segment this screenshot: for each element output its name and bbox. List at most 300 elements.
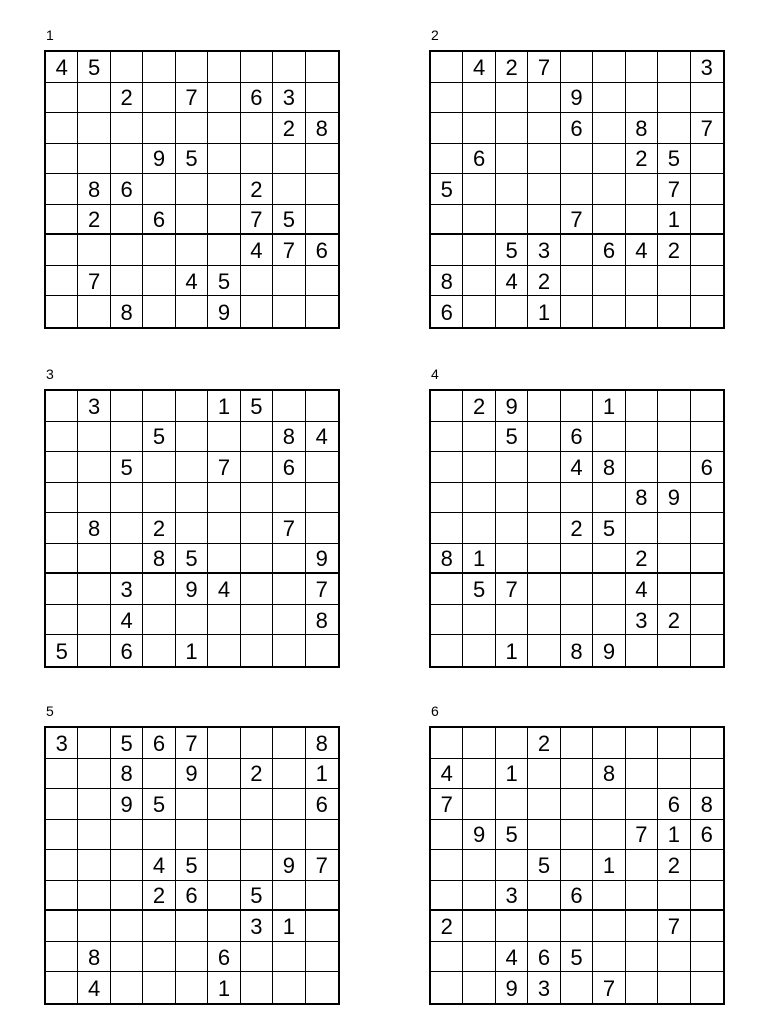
sudoku-cell[interactable]: 3 [691, 52, 723, 83]
sudoku-cell[interactable]: 5 [658, 144, 690, 175]
sudoku-cell[interactable]: 2 [78, 205, 110, 236]
sudoku-cell[interactable]: 7 [273, 513, 305, 544]
sudoku-cell[interactable] [306, 972, 338, 1003]
sudoku-cell[interactable]: 5 [561, 942, 593, 973]
sudoku-cell[interactable] [46, 83, 78, 114]
sudoku-cell[interactable] [208, 483, 240, 514]
sudoku-cell[interactable] [143, 942, 175, 973]
sudoku-cell[interactable] [241, 972, 273, 1003]
sudoku-cell[interactable]: 3 [273, 83, 305, 114]
sudoku-cell[interactable]: 3 [111, 574, 143, 605]
sudoku-cell[interactable] [273, 296, 305, 327]
sudoku-cell[interactable] [143, 235, 175, 266]
sudoku-cell[interactable] [46, 174, 78, 205]
sudoku-cell[interactable] [241, 544, 273, 575]
sudoku-cell[interactable] [691, 881, 723, 912]
sudoku-cell[interactable]: 5 [431, 174, 463, 205]
sudoku-cell[interactable] [691, 635, 723, 666]
sudoku-cell[interactable] [658, 759, 690, 790]
sudoku-cell[interactable]: 7 [658, 174, 690, 205]
sudoku-cell[interactable]: 1 [658, 205, 690, 236]
sudoku-cell[interactable] [273, 635, 305, 666]
sudoku-cell[interactable] [78, 759, 110, 790]
sudoku-cell[interactable] [463, 266, 495, 297]
sudoku-cell[interactable] [208, 789, 240, 820]
sudoku-cell[interactable] [463, 513, 495, 544]
sudoku-cell[interactable] [143, 296, 175, 327]
sudoku-cell[interactable]: 5 [496, 820, 528, 851]
sudoku-cell[interactable] [46, 391, 78, 422]
sudoku-cell[interactable] [528, 605, 560, 636]
sudoku-cell[interactable]: 7 [78, 266, 110, 297]
sudoku-cell[interactable] [593, 422, 625, 453]
sudoku-cell[interactable] [241, 820, 273, 851]
sudoku-cell[interactable]: 4 [111, 605, 143, 636]
sudoku-cell[interactable] [626, 452, 658, 483]
sudoku-cell[interactable] [431, 881, 463, 912]
sudoku-cell[interactable] [46, 820, 78, 851]
sudoku-cell[interactable] [111, 881, 143, 912]
sudoku-cell[interactable] [593, 881, 625, 912]
sudoku-cell[interactable] [241, 789, 273, 820]
sudoku-cell[interactable] [528, 483, 560, 514]
sudoku-cell[interactable] [176, 205, 208, 236]
sudoku-cell[interactable] [306, 174, 338, 205]
sudoku-cell[interactable] [691, 83, 723, 114]
sudoku-cell[interactable]: 7 [593, 972, 625, 1003]
sudoku-cell[interactable] [626, 881, 658, 912]
sudoku-cell[interactable] [208, 52, 240, 83]
sudoku-cell[interactable]: 4 [626, 574, 658, 605]
sudoku-cell[interactable] [176, 513, 208, 544]
sudoku-cell[interactable] [593, 728, 625, 759]
sudoku-cell[interactable] [208, 235, 240, 266]
sudoku-cell[interactable] [561, 911, 593, 942]
sudoku-cell[interactable]: 2 [463, 391, 495, 422]
sudoku-cell[interactable] [658, 52, 690, 83]
sudoku-cell[interactable] [46, 942, 78, 973]
sudoku-cell[interactable] [528, 174, 560, 205]
sudoku-cell[interactable] [78, 881, 110, 912]
sudoku-cell[interactable]: 6 [463, 144, 495, 175]
sudoku-cell[interactable] [111, 911, 143, 942]
sudoku-cell[interactable] [593, 574, 625, 605]
sudoku-cell[interactable] [176, 113, 208, 144]
sudoku-cell[interactable] [306, 83, 338, 114]
sudoku-cell[interactable] [561, 266, 593, 297]
sudoku-cell[interactable]: 8 [273, 422, 305, 453]
sudoku-cell[interactable] [626, 422, 658, 453]
sudoku-cell[interactable] [658, 452, 690, 483]
sudoku-cell[interactable] [306, 296, 338, 327]
sudoku-cell[interactable]: 4 [208, 574, 240, 605]
sudoku-cell[interactable]: 1 [306, 759, 338, 790]
sudoku-cell[interactable] [46, 452, 78, 483]
sudoku-cell[interactable] [463, 296, 495, 327]
sudoku-cell[interactable] [626, 513, 658, 544]
sudoku-cell[interactable]: 7 [273, 235, 305, 266]
sudoku-cell[interactable] [78, 452, 110, 483]
sudoku-cell[interactable] [176, 820, 208, 851]
sudoku-cell[interactable]: 6 [111, 635, 143, 666]
sudoku-cell[interactable]: 1 [658, 820, 690, 851]
sudoku-cell[interactable] [691, 296, 723, 327]
sudoku-cell[interactable] [431, 83, 463, 114]
sudoku-cell[interactable]: 5 [111, 728, 143, 759]
sudoku-cell[interactable]: 8 [626, 483, 658, 514]
sudoku-cell[interactable]: 3 [626, 605, 658, 636]
sudoku-cell[interactable]: 6 [593, 235, 625, 266]
sudoku-cell[interactable] [78, 113, 110, 144]
sudoku-cell[interactable] [496, 174, 528, 205]
sudoku-cell[interactable] [273, 942, 305, 973]
sudoku-cell[interactable] [208, 83, 240, 114]
sudoku-cell[interactable] [691, 850, 723, 881]
sudoku-cell[interactable] [306, 483, 338, 514]
sudoku-cell[interactable]: 1 [496, 635, 528, 666]
sudoku-cell[interactable]: 8 [78, 942, 110, 973]
sudoku-cell[interactable]: 9 [143, 144, 175, 175]
sudoku-cell[interactable] [691, 728, 723, 759]
sudoku-cell[interactable] [241, 728, 273, 759]
sudoku-cell[interactable] [463, 605, 495, 636]
sudoku-cell[interactable] [431, 391, 463, 422]
sudoku-cell[interactable] [306, 942, 338, 973]
sudoku-cell[interactable]: 6 [306, 235, 338, 266]
sudoku-cell[interactable] [208, 635, 240, 666]
sudoku-cell[interactable]: 5 [78, 52, 110, 83]
sudoku-cell[interactable]: 9 [176, 759, 208, 790]
sudoku-cell[interactable] [691, 759, 723, 790]
sudoku-cell[interactable] [273, 391, 305, 422]
sudoku-cell[interactable] [306, 391, 338, 422]
sudoku-cell[interactable] [658, 881, 690, 912]
sudoku-cell[interactable] [496, 513, 528, 544]
sudoku-cell[interactable] [111, 52, 143, 83]
sudoku-cell[interactable]: 3 [496, 881, 528, 912]
sudoku-cell[interactable] [496, 144, 528, 175]
sudoku-cell[interactable] [593, 113, 625, 144]
sudoku-cell[interactable] [528, 635, 560, 666]
sudoku-cell[interactable] [463, 881, 495, 912]
sudoku-cell[interactable]: 9 [496, 391, 528, 422]
sudoku-cell[interactable] [561, 391, 593, 422]
sudoku-cell[interactable] [273, 972, 305, 1003]
sudoku-cell[interactable] [463, 483, 495, 514]
sudoku-cell[interactable]: 7 [176, 83, 208, 114]
sudoku-cell[interactable] [78, 144, 110, 175]
sudoku-cell[interactable]: 9 [561, 83, 593, 114]
sudoku-cell[interactable]: 1 [273, 911, 305, 942]
sudoku-cell[interactable] [691, 266, 723, 297]
sudoku-cell[interactable] [111, 205, 143, 236]
sudoku-cell[interactable]: 2 [528, 266, 560, 297]
sudoku-cell[interactable]: 3 [528, 972, 560, 1003]
sudoku-cell[interactable] [561, 235, 593, 266]
sudoku-cell[interactable]: 3 [78, 391, 110, 422]
sudoku-cell[interactable] [528, 205, 560, 236]
sudoku-cell[interactable]: 3 [241, 911, 273, 942]
sudoku-cell[interactable] [111, 972, 143, 1003]
sudoku-cell[interactable]: 9 [208, 296, 240, 327]
sudoku-cell[interactable] [46, 850, 78, 881]
sudoku-cell[interactable] [496, 544, 528, 575]
sudoku-cell[interactable] [46, 544, 78, 575]
sudoku-cell[interactable] [691, 513, 723, 544]
sudoku-cell[interactable] [208, 544, 240, 575]
sudoku-cell[interactable] [658, 544, 690, 575]
sudoku-cell[interactable] [463, 635, 495, 666]
sudoku-cell[interactable] [463, 759, 495, 790]
sudoku-cell[interactable] [78, 574, 110, 605]
sudoku-cell[interactable] [111, 483, 143, 514]
sudoku-cell[interactable] [78, 544, 110, 575]
sudoku-cell[interactable]: 1 [208, 391, 240, 422]
sudoku-cell[interactable] [208, 759, 240, 790]
sudoku-cell[interactable]: 8 [593, 452, 625, 483]
sudoku-cell[interactable]: 6 [658, 789, 690, 820]
sudoku-cell[interactable] [463, 942, 495, 973]
sudoku-cell[interactable]: 2 [561, 513, 593, 544]
sudoku-cell[interactable] [431, 422, 463, 453]
sudoku-cell[interactable]: 8 [691, 789, 723, 820]
sudoku-cell[interactable] [46, 513, 78, 544]
sudoku-cell[interactable] [176, 452, 208, 483]
sudoku-cell[interactable] [208, 911, 240, 942]
sudoku-cell[interactable] [78, 605, 110, 636]
sudoku-cell[interactable] [691, 942, 723, 973]
sudoku-cell[interactable] [431, 483, 463, 514]
sudoku-cell[interactable]: 6 [143, 728, 175, 759]
sudoku-cell[interactable] [691, 144, 723, 175]
sudoku-cell[interactable]: 2 [658, 605, 690, 636]
sudoku-cell[interactable] [306, 266, 338, 297]
sudoku-cell[interactable] [528, 789, 560, 820]
sudoku-cell[interactable] [241, 635, 273, 666]
sudoku-cell[interactable] [306, 635, 338, 666]
sudoku-cell[interactable] [46, 789, 78, 820]
sudoku-cell[interactable] [431, 972, 463, 1003]
sudoku-cell[interactable] [561, 574, 593, 605]
sudoku-cell[interactable] [46, 911, 78, 942]
sudoku-cell[interactable] [593, 266, 625, 297]
sudoku-cell[interactable]: 9 [658, 483, 690, 514]
sudoku-cell[interactable]: 8 [561, 635, 593, 666]
sudoku-cell[interactable] [78, 483, 110, 514]
sudoku-cell[interactable]: 8 [593, 759, 625, 790]
sudoku-cell[interactable] [658, 635, 690, 666]
sudoku-cell[interactable] [241, 605, 273, 636]
sudoku-cell[interactable] [143, 759, 175, 790]
sudoku-cell[interactable] [528, 574, 560, 605]
sudoku-cell[interactable] [111, 144, 143, 175]
sudoku-cell[interactable] [658, 422, 690, 453]
sudoku-cell[interactable]: 9 [593, 635, 625, 666]
sudoku-cell[interactable] [46, 205, 78, 236]
sudoku-cell[interactable] [78, 820, 110, 851]
sudoku-cell[interactable] [306, 911, 338, 942]
sudoku-cell[interactable] [528, 391, 560, 422]
sudoku-cell[interactable] [691, 235, 723, 266]
sudoku-cell[interactable]: 5 [593, 513, 625, 544]
sudoku-cell[interactable] [528, 144, 560, 175]
sudoku-cell[interactable] [528, 422, 560, 453]
sudoku-cell[interactable]: 1 [208, 972, 240, 1003]
sudoku-cell[interactable] [463, 789, 495, 820]
sudoku-cell[interactable] [241, 113, 273, 144]
sudoku-cell[interactable] [658, 513, 690, 544]
sudoku-cell[interactable] [431, 205, 463, 236]
sudoku-cell[interactable] [143, 452, 175, 483]
sudoku-cell[interactable] [431, 574, 463, 605]
sudoku-cell[interactable] [241, 452, 273, 483]
sudoku-cell[interactable] [593, 174, 625, 205]
sudoku-cell[interactable] [593, 789, 625, 820]
sudoku-cell[interactable] [626, 942, 658, 973]
sudoku-cell[interactable]: 2 [626, 144, 658, 175]
sudoku-cell[interactable] [46, 235, 78, 266]
sudoku-cell[interactable]: 7 [626, 820, 658, 851]
sudoku-cell[interactable]: 4 [626, 235, 658, 266]
sudoku-cell[interactable]: 8 [78, 174, 110, 205]
sudoku-cell[interactable] [463, 205, 495, 236]
sudoku-cell[interactable] [176, 296, 208, 327]
sudoku-cell[interactable] [111, 544, 143, 575]
sudoku-cell[interactable] [561, 544, 593, 575]
sudoku-cell[interactable] [208, 174, 240, 205]
sudoku-cell[interactable] [561, 972, 593, 1003]
sudoku-cell[interactable] [208, 113, 240, 144]
sudoku-cell[interactable] [46, 605, 78, 636]
sudoku-cell[interactable]: 8 [111, 759, 143, 790]
sudoku-cell[interactable]: 4 [46, 52, 78, 83]
sudoku-cell[interactable] [241, 422, 273, 453]
sudoku-cell[interactable]: 9 [111, 789, 143, 820]
sudoku-cell[interactable] [431, 235, 463, 266]
sudoku-cell[interactable] [561, 52, 593, 83]
sudoku-cell[interactable] [208, 144, 240, 175]
sudoku-cell[interactable] [273, 483, 305, 514]
sudoku-cell[interactable] [658, 83, 690, 114]
sudoku-cell[interactable] [273, 820, 305, 851]
sudoku-cell[interactable]: 7 [528, 52, 560, 83]
sudoku-cell[interactable] [46, 759, 78, 790]
sudoku-cell[interactable]: 4 [78, 972, 110, 1003]
sudoku-cell[interactable] [306, 205, 338, 236]
sudoku-cell[interactable] [431, 728, 463, 759]
sudoku-cell[interactable]: 7 [561, 205, 593, 236]
sudoku-cell[interactable] [78, 911, 110, 942]
sudoku-cell[interactable] [111, 820, 143, 851]
sudoku-cell[interactable]: 2 [496, 52, 528, 83]
sudoku-cell[interactable] [208, 881, 240, 912]
sudoku-cell[interactable]: 5 [143, 422, 175, 453]
sudoku-cell[interactable] [143, 605, 175, 636]
sudoku-cell[interactable] [111, 850, 143, 881]
sudoku-cell[interactable] [273, 574, 305, 605]
sudoku-cell[interactable] [593, 144, 625, 175]
sudoku-cell[interactable]: 1 [176, 635, 208, 666]
sudoku-cell[interactable] [496, 789, 528, 820]
sudoku-cell[interactable]: 5 [463, 574, 495, 605]
sudoku-cell[interactable] [691, 391, 723, 422]
sudoku-cell[interactable] [143, 52, 175, 83]
sudoku-cell[interactable]: 5 [176, 144, 208, 175]
sudoku-cell[interactable] [78, 789, 110, 820]
sudoku-cell[interactable] [241, 942, 273, 973]
sudoku-cell[interactable] [496, 728, 528, 759]
sudoku-cell[interactable]: 5 [528, 850, 560, 881]
sudoku-cell[interactable] [143, 483, 175, 514]
sudoku-cell[interactable]: 7 [241, 205, 273, 236]
sudoku-cell[interactable]: 4 [143, 850, 175, 881]
sudoku-cell[interactable] [241, 850, 273, 881]
sudoku-cell[interactable]: 7 [496, 574, 528, 605]
sudoku-cell[interactable] [111, 113, 143, 144]
sudoku-cell[interactable]: 6 [241, 83, 273, 114]
sudoku-cell[interactable] [431, 513, 463, 544]
sudoku-cell[interactable] [626, 296, 658, 327]
sudoku-cell[interactable] [658, 942, 690, 973]
sudoku-cell[interactable] [528, 544, 560, 575]
sudoku-cell[interactable] [496, 605, 528, 636]
sudoku-cell[interactable] [593, 205, 625, 236]
sudoku-cell[interactable]: 2 [143, 513, 175, 544]
sudoku-cell[interactable]: 9 [273, 850, 305, 881]
sudoku-cell[interactable]: 6 [528, 942, 560, 973]
sudoku-cell[interactable] [626, 728, 658, 759]
sudoku-cell[interactable] [78, 83, 110, 114]
sudoku-cell[interactable]: 2 [241, 759, 273, 790]
sudoku-cell[interactable] [658, 266, 690, 297]
sudoku-cell[interactable] [561, 789, 593, 820]
sudoku-cell[interactable] [561, 605, 593, 636]
sudoku-cell[interactable]: 1 [463, 544, 495, 575]
sudoku-cell[interactable] [496, 483, 528, 514]
sudoku-cell[interactable] [241, 574, 273, 605]
sudoku-cell[interactable] [143, 113, 175, 144]
sudoku-cell[interactable] [561, 728, 593, 759]
sudoku-cell[interactable] [561, 820, 593, 851]
sudoku-cell[interactable] [593, 83, 625, 114]
sudoku-cell[interactable] [431, 820, 463, 851]
sudoku-cell[interactable] [241, 52, 273, 83]
sudoku-cell[interactable] [176, 605, 208, 636]
sudoku-cell[interactable] [46, 881, 78, 912]
sudoku-cell[interactable] [208, 850, 240, 881]
sudoku-cell[interactable]: 9 [496, 972, 528, 1003]
sudoku-cell[interactable] [593, 820, 625, 851]
sudoku-cell[interactable]: 8 [143, 544, 175, 575]
sudoku-cell[interactable] [176, 942, 208, 973]
sudoku-cell[interactable] [176, 52, 208, 83]
sudoku-cell[interactable] [626, 83, 658, 114]
sudoku-cell[interactable] [463, 422, 495, 453]
sudoku-cell[interactable] [143, 972, 175, 1003]
sudoku-cell[interactable] [306, 820, 338, 851]
sudoku-cell[interactable] [528, 513, 560, 544]
sudoku-cell[interactable]: 6 [561, 113, 593, 144]
sudoku-cell[interactable] [78, 850, 110, 881]
sudoku-cell[interactable] [208, 820, 240, 851]
sudoku-cell[interactable] [658, 113, 690, 144]
sudoku-cell[interactable] [626, 759, 658, 790]
sudoku-cell[interactable] [463, 911, 495, 942]
sudoku-cell[interactable] [143, 820, 175, 851]
sudoku-cell[interactable]: 8 [306, 728, 338, 759]
sudoku-cell[interactable]: 4 [496, 942, 528, 973]
sudoku-cell[interactable] [176, 422, 208, 453]
